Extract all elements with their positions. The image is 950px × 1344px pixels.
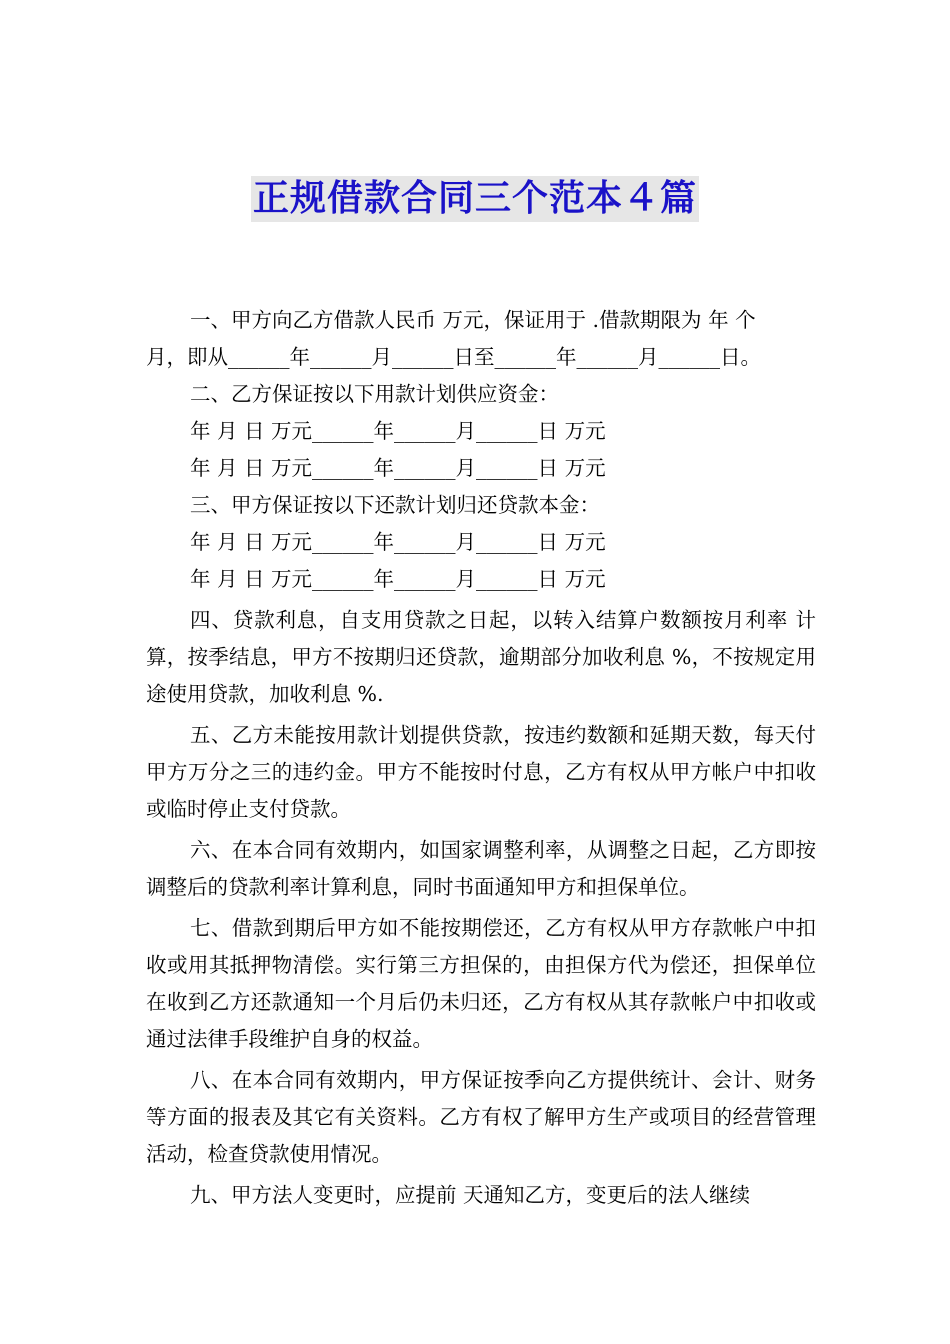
clause-3-heading: 三、甲方保证按以下还款计划归还贷款本金： — [190, 493, 600, 517]
clause-2-heading: 二、乙方保证按以下用款计划供应资金： — [190, 382, 559, 406]
clause-6: 六、在本合同有效期内，如国家调整利率，从调整之日起，乙方即按调整后的贷款利率计算利息，同时书面通知甲方和担保单位。 — [146, 838, 816, 899]
clause-4: 四、贷款利息，自支用贷款之日起，以转入结算户数额按月利率 计算，按季结息，甲方不按期归还贷款，逾期部分加收利息 %，不按规定用途使用贷款，加收利息 %. — [146, 608, 816, 706]
clause-3-row-1: 年 月 日 万元______年______月______日 万元 — [190, 530, 606, 554]
clause-1-line-2: 月，即从______年______月______日至______年______月______日。 — [146, 345, 761, 369]
clause-2-row-2: 年 月 日 万元______年______月______日 万元 — [190, 456, 606, 480]
document-title: 正规借款合同三个范本４篇 — [251, 176, 699, 222]
clause-8: 八、在本合同有效期内，甲方保证按季向乙方提供统计、会计、财务等方面的报表及其它有关资料。乙方有权了解甲方生产或项目的经营管理活动，检查贷款使用情况。 — [146, 1068, 816, 1166]
clause-9: 九、甲方法人变更时，应提前 天通知乙方，变更后的法人继续 — [190, 1183, 751, 1207]
clause-7: 七、借款到期后甲方如不能按期偿还，乙方有权从甲方存款帐户中扣收或用其抵押物清偿。实行第三方担保的，由担保方代为偿还，担保单位在收到乙方还款通知一个月后仍未归还，乙方有权从其存款帐户中扣收或通过法律手段维护自身的权益。 — [146, 916, 816, 1051]
title-area — [0, 176, 950, 222]
document-body — [146, 302, 816, 1214]
clause-1-line-1: 一、甲方向乙方借款人民币 万元，保证用于 .借款期限为 年 个 — [190, 308, 756, 332]
clause-3-row-2: 年 月 日 万元______年______月______日 万元 — [190, 567, 606, 591]
clause-5: 五、乙方未能按用款计划提供贷款，按违约数额和延期天数，每天付甲方万分之三的违约金。甲方不能按时付息，乙方有权从甲方帐户中扣收或临时停止支付贷款。 — [146, 723, 816, 821]
clause-2-row-1: 年 月 日 万元______年______月______日 万元 — [190, 419, 606, 443]
